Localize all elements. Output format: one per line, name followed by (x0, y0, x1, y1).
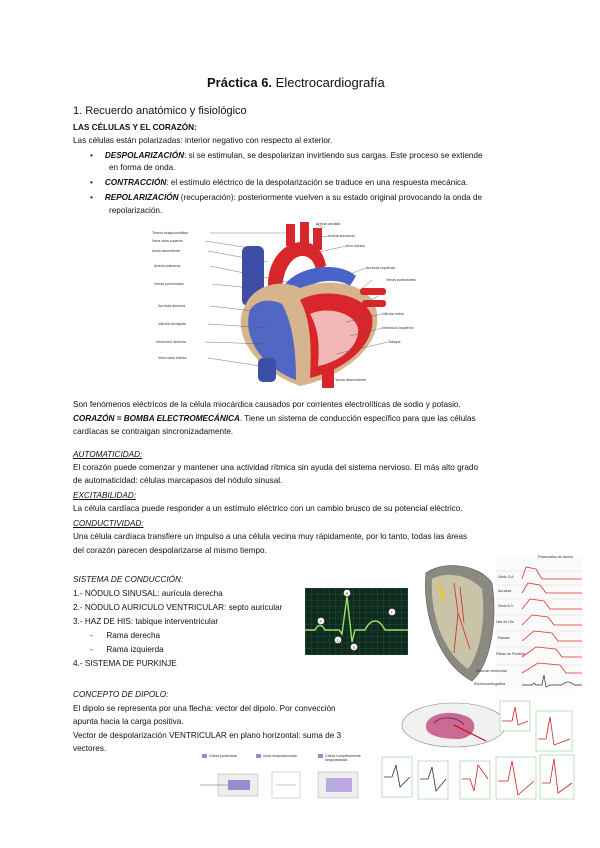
polarization-legend-figure (200, 750, 370, 810)
ecg-figure (305, 588, 408, 655)
heart-label: Aurícula derecha (158, 304, 186, 308)
heart-label: Aurícula izquierda (366, 266, 395, 270)
ecg-wave-label: S (352, 645, 356, 650)
subheading: LAS CÉLULAS Y EL CORAZÓN: (73, 123, 197, 132)
vector-illustration (378, 695, 576, 803)
heart-label: Vena cava superior (152, 239, 183, 243)
property-text: Una célula cardíaca transfiere un impulso a una célula vecina muy rápidamente, por lo tanto, todas las áreas (73, 532, 468, 541)
list-item: 1.- NÓDULO SINUSAL: aurícula derecha (73, 589, 223, 598)
conduction-fig-label: Electrocardiograma (474, 682, 506, 686)
ecg-wave-label: T (390, 610, 393, 615)
heart-label: Ventrículo izquierdo (382, 326, 414, 330)
conduction-fig-label: Haz de His (496, 620, 514, 624)
conduction-figure (418, 553, 582, 691)
intro-text: Las células están polarizadas: interior negativo con respecto al exterior. (73, 136, 333, 145)
property-heading: CONDUCTIVIDAD: (73, 519, 144, 528)
paragraph: CORAZÓN = BOMBA ELECTROMECÁNICA. Tiene un sistema de conducción específico para que las células (73, 414, 476, 423)
heart-label: Arteria carótida (316, 222, 341, 226)
heart-label: Tabique (388, 340, 401, 344)
dipole-heading: CONCEPTO DE DIPOLO: (73, 690, 169, 699)
legend-label: Célula completamente despolarizada (325, 754, 361, 762)
sub-list-item: - Rama izquierda (90, 645, 164, 654)
legend-label: Célula polarizada (209, 754, 237, 758)
bullet-item: • CONTRACCIÓN: el estímulo eléctrico de la despolarización se traduce en una respuesta mecánica. (90, 178, 468, 187)
heart-label: Arco aórtico (346, 244, 366, 248)
conduction-fig-label: Nodo A-V (498, 604, 514, 608)
conduction-fig-label: Fibras de Purkinje (496, 652, 525, 656)
list-item: 4.- SISTEMA DE PURKINJE (73, 659, 177, 668)
dipole-text: El dipolo se representa por una flecha: vector del dipolo. Por convección (73, 704, 336, 713)
bullet-continuation: en forma de onda. (109, 163, 176, 172)
property-heading: AUTOMATICIDAD: (73, 450, 143, 459)
property-text: del corazón parecen despolarizarse al mismo tiempo. (73, 546, 267, 555)
ecg-wave-label: P (319, 619, 323, 624)
heart-label: Aorta descendente (336, 378, 367, 382)
property-text: de automaticidad: células marcapasos del nódulo sinusal. (73, 476, 283, 485)
dipole-text: apunta hacia la carga positiva. (73, 717, 184, 726)
heart-label: Válvula mitral (382, 312, 404, 316)
heart-label: Arteria pulmonar (154, 264, 181, 268)
conduction-fig-label: Nodo S-A (498, 575, 514, 579)
list-item: 2.- NÓDULO AURICULO VENTRICULAR: septo auricular (73, 603, 283, 612)
page-title: Práctica 6. Electrocardiografía (207, 75, 385, 90)
ecg-wave-label: R (345, 591, 349, 596)
conduction-fig-label: Ramas (498, 636, 510, 640)
conduction-fig-title: Potenciales de acción (538, 555, 573, 559)
property-text: El corazón puede comenzar y mantener una actividad rítmica sin ayuda del sistema nervioso. El más alto grado (73, 463, 479, 472)
property-text: La célula cardíaca puede responder a un estímulo eléctrico con un cambio brusco de su potencial eléctrico. (73, 504, 463, 513)
paragraph: Son fenómenos eléctricos de la célula miocárdica causados por corrientes electrolíticas de sodio y potasio. (73, 400, 461, 409)
conduction-heading: SISTEMA DE CONDUCCIÓN: (73, 575, 184, 584)
property-heading: EXCITABILIDAD: (73, 491, 137, 500)
heart-illustration (150, 218, 445, 390)
heart-label: Arteria subclavia (328, 234, 355, 238)
heart-label: Venas pulmonares (154, 282, 184, 286)
sub-list-item: - Rama derecha (90, 631, 161, 640)
heart-label: Aorta ascendente (152, 249, 181, 253)
conduction-fig-label: Músculo ventricular (476, 669, 507, 673)
bullet-item: • DESPOLARIZACIÓN: si se estimulan, se despolarizan invirtiendo sus cargas. Este proceso se extiende (90, 151, 483, 160)
heart-diagram (150, 218, 445, 390)
conduction-fig-label: Aurícula (498, 589, 512, 593)
bullet-continuation: repolarización. (109, 206, 163, 215)
heart-label: Válvula tricúspide (158, 322, 187, 326)
ecg-wave-label: Q (336, 638, 340, 643)
paragraph: cardíacas se contraigan sincronizadamente. (73, 427, 234, 436)
section-heading: 1. Recuerdo anatómico y fisiológico (73, 105, 247, 117)
heart-label: Venas pulmonares (386, 278, 416, 282)
vector-figure (378, 695, 576, 803)
legend-label: Inicio despolarización (263, 754, 298, 758)
dipole-text: vectores. (73, 744, 107, 753)
heart-label: Ventrículo derecho (156, 340, 186, 344)
heart-label: Vena cava inferior (158, 356, 187, 360)
bullet-item: • REPOLARIZACIÓN (recuperación): posteriormente vuelven a su estado original provocando la onda de (90, 193, 483, 202)
heart-label: Tronco braquiocefálico (152, 231, 189, 235)
dipole-text: Vector de despolarización VENTRICULAR en plano horizontal: suma de 3 (73, 731, 342, 740)
list-item: 3.- HAZ DE HIS: tabique interventricular (73, 617, 219, 626)
